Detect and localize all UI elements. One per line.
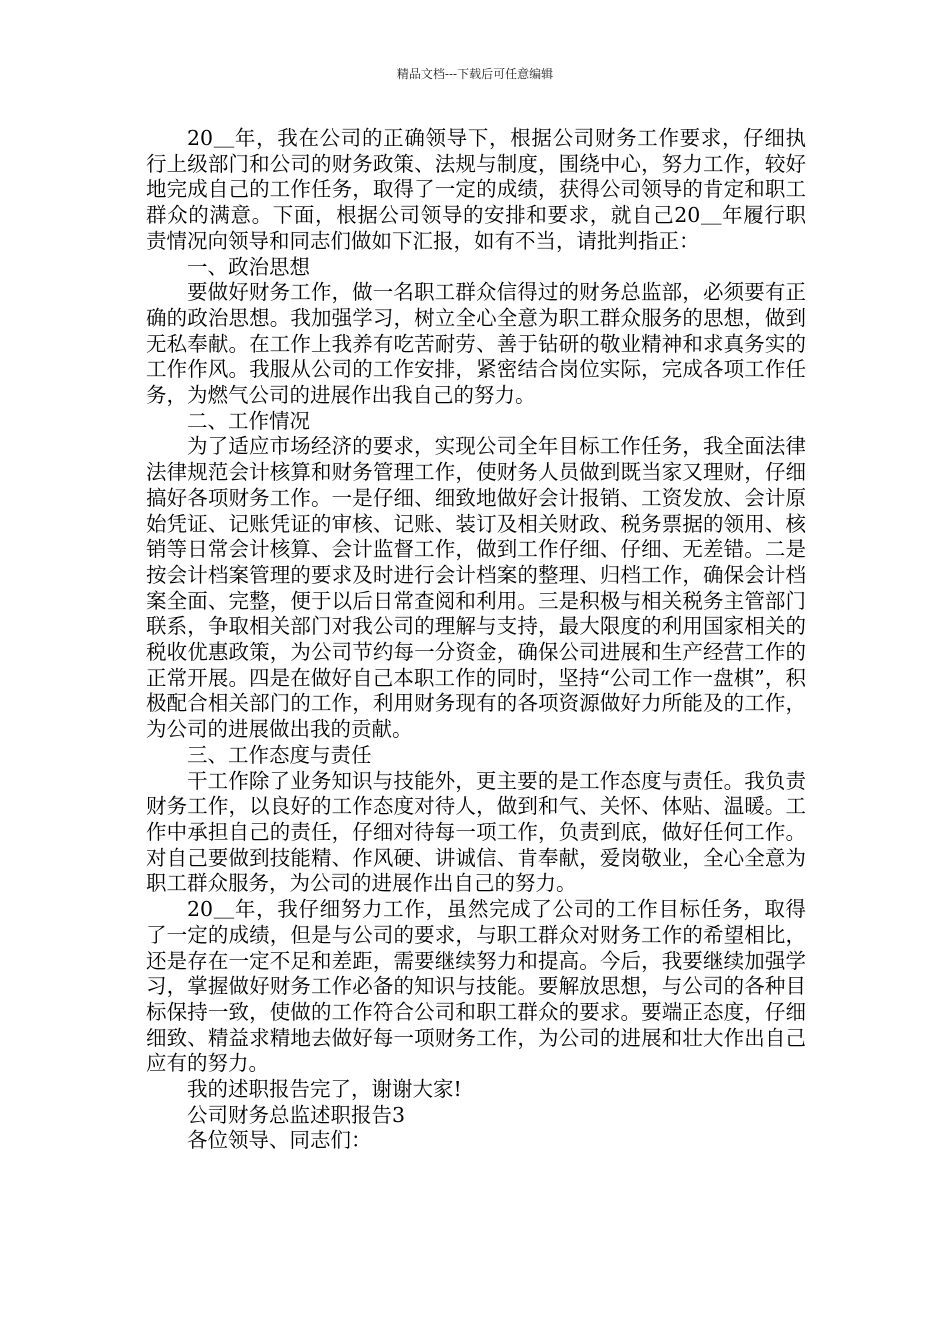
attitude-paragraph: 干工作除了业务知识与技能外，更主要的是工作态度与责任。我负责财务工作，以良好的工作态度对待人，做到和气、关怀、体贴、温暖。工作中承担自己的责任，仔细对待每一项工作，负责到底，做好任何工作。对自己要做到技能精、作风硬、讲诚信、肯奉献，爱岗敬业，全心全意为职工群众服务，为公司的进展作出自己的努力。	[146, 768, 806, 896]
section-heading-political: 一、政治思想	[187, 254, 310, 279]
salutation: 各位领导、同志们：	[187, 1128, 372, 1153]
summary-paragraph: 20＿年，我仔细努力工作，虽然完成了公司的工作目标任务，取得了一定的成绩，但是与公司的要求，与职工群众对财务工作的希望相比，还是存在一定不足和差距，需要继续努力和提高。今后，我要继续加强学习，掌握做好财务工作必备的知识与技能。要解放思想，与公司的各种目标保持一致，使做的工作符合公司和职工群众的要求。要端正态度，仔细细致、精益求精地去做好每一项财务工作，为公司的进展和壮大作出自己应有的努力。	[146, 897, 806, 1076]
work-paragraph: 为了适应市场经济的要求，实现公司全年目标工作任务，我全面法律法律规范会计核算和财务管理工作，使财务人员做到既当家又理财，仔细搞好各项财务工作。一是仔细、细致地做好会计报销、工资发放、会计原始凭证、记账凭证的审核、记账、装订及相关财政、税务票据的领用、核销等日常会计核算、会计监督工作，做到工作仔细、仔细、无差错。二是按会计档案管理的要求及时进行会计档案的整理、归档工作，确保会计档案全面、完整，便于以后日常查阅和利用。三是积极与相关税务主管部门联系，争取相关部门对我公司的理解与支持，最大限度的利用国家相关的税收优惠政策，为公司节约每一分资金，确保公司进展和生产经营工作的正常开展。四是在做好自己本职工作的同时，坚持“公司工作一盘棋”，积极配合相关部门的工作，利用财务现有的各项资源做好力所能及的工作，为公司的进展做出我的贡献。	[146, 434, 806, 742]
document-body	[146, 126, 806, 1154]
report-title: 公司财务总监述职报告3	[187, 1102, 406, 1127]
page-header: 精品文档---下载后可任意编辑	[396, 67, 554, 81]
political-paragraph: 要做好财务工作，做一名职工群众信得过的财务总监部，必须要有正确的政治思想。我加强学习，树立全心全意为职工群众服务的思想，做到无私奉献。在工作上我养有吃苦耐劳、善于钻研的敬业精神和求真务实的工作作风。我服从公司的工作安排，紧密结合岗位实际，完成各项工作任务，为燃气公司的进展作出我自己的努力。	[146, 280, 806, 408]
section-heading-attitude: 三、工作态度与责任	[187, 742, 372, 767]
section-heading-work: 二、工作情况	[187, 408, 310, 433]
intro-paragraph: 20＿年，我在公司的正确领导下，根据公司财务工作要求，仔细执行上级部门和公司的财务政策、法规与制度，围绕中心，努力工作，较好地完成自己的工作任务，取得了一定的成绩，获得公司领导的肯定和职工群众的满意。下面，根据公司领导的安排和要求，就自己20＿年履行职责情况向领导和同志们做如下汇报，如有不当，请批判指正：	[146, 126, 806, 253]
closing-line: 我的述职报告完了，谢谢大家!	[187, 1077, 462, 1102]
